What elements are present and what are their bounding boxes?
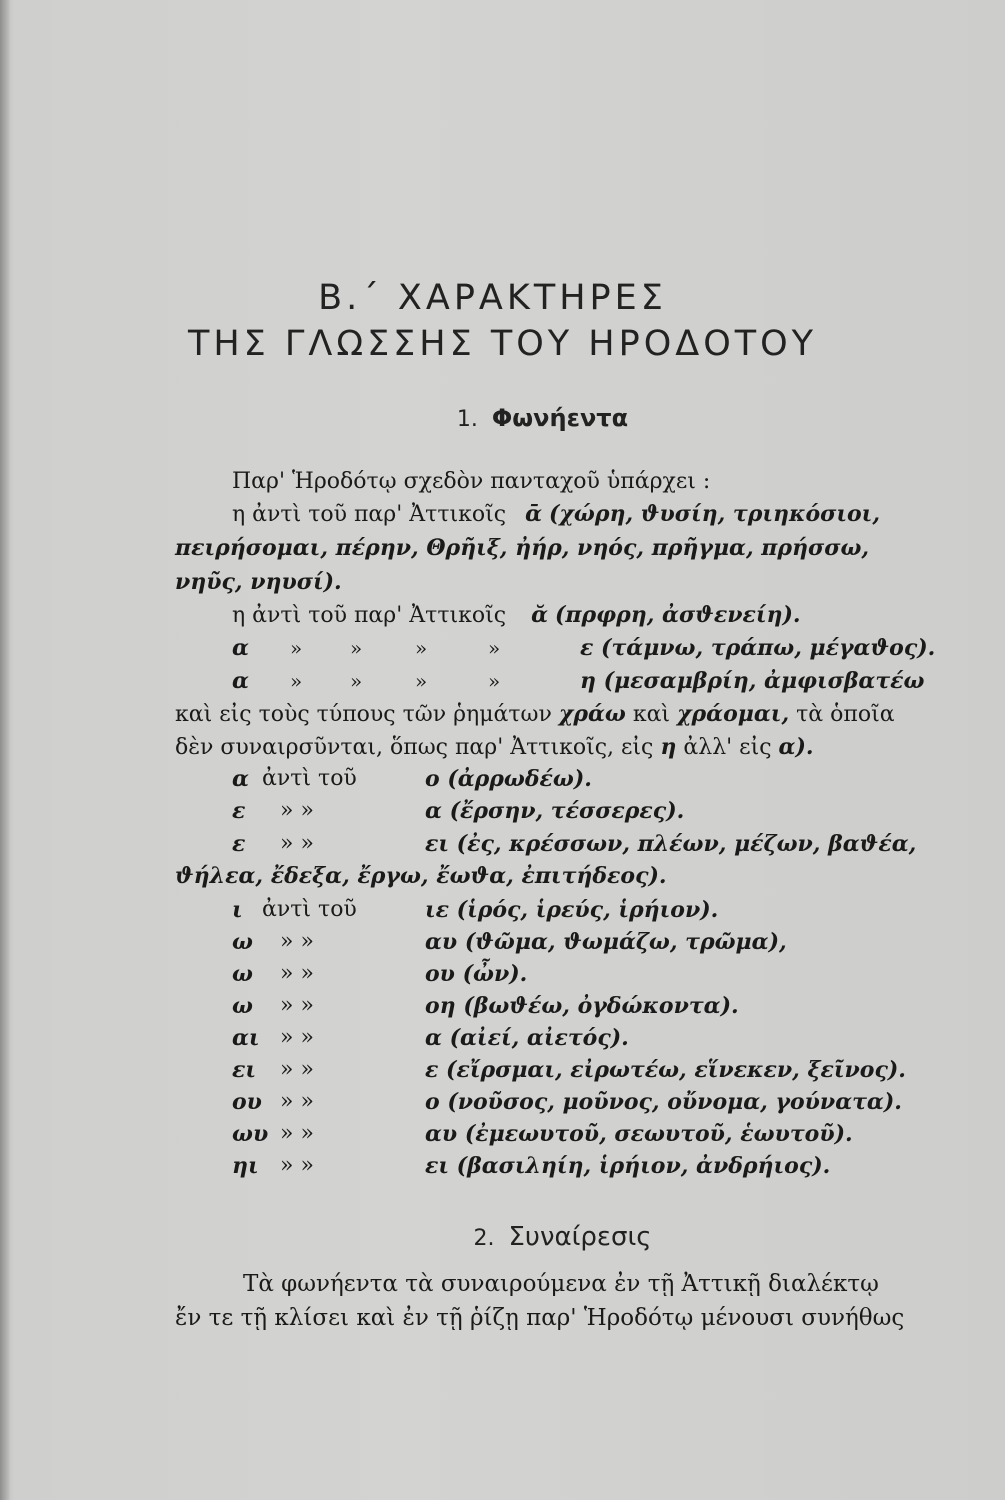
table-row-mid: » »: [280, 1153, 314, 1178]
section-title: Φωνήεντα: [491, 404, 629, 432]
chapter-title-line1: Β.΄ ΧΑΡΑΚΤΗΡΕΣ: [318, 278, 667, 318]
ditto-mark: »: [290, 669, 303, 693]
table-row-right: αυ (ἐμεωυτοῦ, σεωυτοῦ, ἑωυτοῦ).: [425, 1121, 853, 1147]
table-row-mid: » »: [280, 1121, 314, 1146]
table-row-left: ωυ: [232, 1121, 269, 1147]
para1-line3: νηῦς, νηυσί).: [175, 569, 342, 595]
table-row-right: αυ (ϑῶμα, ϑωμάζω, τρῶμα),: [425, 929, 787, 955]
table-row-left: ε: [232, 831, 246, 857]
section-heading-contraction: [60, 1222, 1005, 1252]
ditto-mark: »: [350, 636, 363, 660]
table-row-left: αι: [232, 1025, 260, 1051]
ditto-mark: »: [290, 636, 303, 660]
para1-line2: πειρήσομαι, πέρην, Θρῆιξ, ἠήρ, νηός, πρῆγμα, πρήσσω,: [175, 535, 870, 561]
table-row-right: ο (νοῦσος, μοῦνος, οὔνομα, γούνατα).: [425, 1089, 902, 1115]
table-row-left: ε: [232, 798, 246, 824]
table-row-right: ει (ἐς, κρέσσων, πλέων, μέζων, βαϑέα,: [425, 831, 917, 857]
ditto-mark: »: [488, 636, 501, 660]
row-a-e-target-letter: ε: [580, 635, 594, 661]
table-row-left: ηι: [232, 1153, 259, 1179]
row-a-e-words: (τάμνω, τράπω, μέγαϑος).: [601, 635, 936, 661]
row-a-h-left: α: [232, 668, 249, 694]
table-row-mid: ἀντὶ τοῦ: [262, 897, 357, 922]
table-row-right: ε (εἴρσμαι, εἰρωτέω, εἵνεκεν, ξεῖνος).: [425, 1057, 906, 1083]
chapter-title-line2: ΤΗΣ ΓΛΩΣΣΗΣ ΤΟΥ ΗΡΟΔΟΤΟΥ: [187, 324, 818, 364]
row-a-e-left: α: [232, 635, 249, 661]
table-row-mid: » »: [280, 993, 314, 1018]
row-a-h-words: (μεσαμβρίη, ἀμφισβατέω: [603, 668, 925, 694]
table-row-right: οη (βωϑέω, ὀγδώκοντα).: [425, 993, 739, 1019]
ditto-mark: »: [488, 669, 501, 693]
table-row-left: α: [232, 766, 249, 792]
table-row-left: ει: [232, 1057, 257, 1083]
table-row-left: ι: [232, 897, 243, 923]
row-h2-prefix: η ἀντὶ τοῦ παρ' Ἀττικοῖς: [232, 603, 507, 628]
para-a-text: δὲν συναιρσῦνται, ὅπως παρ' Ἀττικοῖς, εἰς: [175, 735, 654, 760]
row-h2: [232, 601, 801, 630]
ditto-mark: »: [415, 636, 428, 660]
para-a-text: καὶ: [632, 702, 671, 727]
para-a-verb: χράω: [558, 701, 626, 727]
intro-line: Παρ' Ἡροδότῳ σχεδὸν πανταχοῦ ὑπάρχει :: [232, 469, 711, 494]
table-row-mid: » »: [280, 1025, 314, 1050]
para1-words: (χώρη, ϑυσίη, τριηκόσιοι,: [549, 501, 880, 527]
para2-line1: Τὰ φωνήεντα τὰ συναιρούμενα ἐν τῇ Ἀττικῇ διαλέκτῳ: [243, 1271, 879, 1297]
page-edge: [0, 0, 10, 1500]
section-number: 1.: [456, 407, 478, 432]
para-a-text: τὰ ὁποῖα: [796, 702, 895, 727]
table-continuation: ϑήλεα, ἔδεξα, ἔργω, ἔωϑα, ἐπιτήδεος).: [175, 863, 667, 889]
para-a-letter: η: [660, 734, 677, 760]
row-a-h-target: [580, 667, 924, 695]
table-row-right: ιε (ἱρός, ἱρεύς, ἱρήιον).: [425, 897, 719, 923]
row-a-e-target: [580, 634, 935, 662]
row-h2-letter: ᾰ: [531, 602, 549, 628]
table-row-left: ω: [232, 961, 253, 987]
section-heading-vowels: [40, 404, 1005, 432]
ditto-mark: »: [415, 669, 428, 693]
row-a-h-target-letter: η: [580, 668, 596, 694]
section-title: Συναίρεσις: [508, 1222, 652, 1252]
table-row-right: α (αἰεί, αἰετός).: [425, 1025, 629, 1051]
table-row-right: ει (βασιληίη, ἱρήιον, ἀνδρήιος).: [425, 1153, 831, 1179]
table-row-mid: » »: [280, 1057, 314, 1082]
table-row-mid: » »: [280, 831, 314, 856]
table-row-right: α (ἔρσην, τέσσερες).: [425, 798, 685, 824]
para2-line2: ἔν τε τῇ κλίσει καὶ ἐν τῇ ῥίζῃ παρ' Ἡροδότῳ μένουσι συνήθως: [175, 1305, 905, 1331]
para-a-letter: α).: [778, 734, 814, 760]
table-row-mid: ἀντὶ τοῦ: [262, 766, 357, 791]
para-a-verb: χράομαι,: [677, 701, 790, 727]
para1-line1: [232, 500, 880, 529]
section-number: 2.: [473, 1226, 495, 1251]
para-a-text: ἀλλ' εἰς: [683, 735, 772, 760]
table-row-right: ου (ὦν).: [425, 961, 528, 987]
table-row-left: ου: [232, 1089, 262, 1115]
row-h2-words: (πρφρη, ἀσϑενείη).: [555, 602, 801, 628]
table-row-mid: » »: [280, 929, 314, 954]
para1-prefix: η ἀντὶ τοῦ παρ' Ἀττικοῖς: [232, 502, 507, 527]
table-row-mid: » »: [280, 961, 314, 986]
para-a-text: καὶ εἰς τοὺς τύπους τῶν ῥημάτων: [175, 702, 552, 727]
para-a-line1: [175, 700, 895, 729]
table-row-mid: » »: [280, 1089, 314, 1114]
table-row-left: ω: [232, 993, 253, 1019]
table-row-right: ο (ἀρρωδέω).: [425, 766, 592, 792]
para1-letter: ᾱ: [525, 501, 543, 527]
table-row-left: ω: [232, 929, 253, 955]
ditto-mark: »: [350, 669, 363, 693]
table-row-mid: » »: [280, 798, 314, 823]
para-a-line2: [175, 733, 814, 762]
